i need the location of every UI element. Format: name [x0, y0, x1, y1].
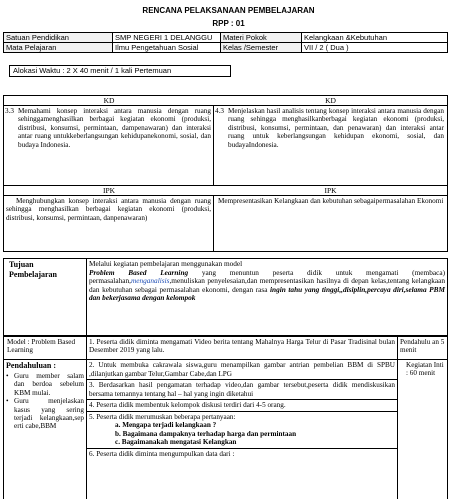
pendahuluan-bullet-2-text: Guru menjelaskan kasus yang sering terjadi kelangkaan,sep erti cabe,BBM — [14, 397, 84, 431]
step-2: 2. Untuk membuka cakrawala siswa,guru menampilkan gambar antrian pembelian BBM di SPBU ,dilanjutkan gambar Telur,Gambar Cabe,dan LPG — [89, 361, 395, 378]
steps-list — [89, 361, 395, 458]
pendahuluan-time-cell — [397, 336, 448, 360]
kd-header-left: KD — [103, 96, 115, 105]
kd-left-number: 3.3 — [5, 107, 14, 115]
pendahuluan-cell — [3, 359, 87, 499]
tujuan-label-1: Tujuan — [9, 260, 34, 269]
model-label-cell — [3, 336, 87, 360]
step-1: 1. Peserta didik diminta mengamati Video berita tentang Mahalnya Harga Telur di Pasar Tradisinal bulan Desember 2019 yang lalu. — [89, 338, 395, 355]
satuan-value: SMP NEGERI 1 DELANGGU — [112, 32, 221, 43]
ipk-right-text: Mempresentasikan Kelangkaan dan kebutuhan sebagaipermasalahan Ekonomi — [218, 197, 444, 205]
mapel-value: Ilmu Pengetahuan Sosial — [112, 42, 221, 53]
tujuan-label-2: Pembelajaran — [9, 270, 57, 279]
tujuan-text-cell — [86, 258, 448, 336]
tujuan-label-cell — [3, 258, 87, 336]
alokasi-waktu — [9, 65, 231, 77]
ipk-header-right: IPK — [324, 186, 337, 195]
kegiatan-time-cell — [397, 359, 448, 499]
materi-value: Kelangkaan &Kebutuhan — [301, 32, 448, 43]
steps-cell — [86, 359, 398, 499]
kd-left-cell — [3, 105, 214, 186]
pendahuluan-bullet-2: • Guru menjelaskan kasus yang sering terjadi kelangkaan,sep erti cabe,BBM — [6, 397, 84, 431]
step-6: 6. Peserta didik diminta mengumpulkan data dari : — [87, 448, 397, 459]
kelas-value: VII / 2 ( Dua ) — [301, 42, 448, 53]
kelas-label: Kelas /Semester — [220, 42, 302, 53]
ipk-right-cell — [213, 195, 448, 252]
rpp-number: RPP : 01 — [212, 19, 245, 28]
tujuan-bold-tail: ingin tahu yang tinggi,,disiplin,percaya diri,selama PBM dan bekerjasama dengan kelompok — [89, 284, 445, 303]
kd-header-right: KD — [325, 96, 336, 105]
kegiatan-time: Kegiatan Inti : 60 menit — [406, 361, 444, 378]
mapel-label: Mata Pelajaran — [3, 42, 113, 53]
materi-label: Materi Pokok — [220, 32, 302, 43]
tujuan-text — [89, 260, 445, 303]
ipk-left-text: Menghubungkan konsep interaksi antara manusia dengan ruang sehingga menghasilkan berbagai kegiatan ekonomi (produksi, distribusi, konsumsi, permintaan, danpenawaran) — [6, 197, 211, 222]
pendahuluan-label: Pendahuluan : — [6, 361, 57, 370]
step-3: 3. Berdasarkan hasil pengamatan terhadap video,dan gambar tersebut,peserta didik mendiskusikan bersama temannya tentang hal – hal yang ingin diketahui — [89, 381, 395, 398]
tujuan-model: Problem Based Learning — [89, 267, 189, 277]
tujuan-line2c: , dengan rasa — [227, 284, 271, 294]
kd-right-cell — [213, 105, 448, 186]
pendahuluan-time: Pendahulu an 5 menit — [400, 338, 445, 355]
model-label: Model : Problem Based Learning — [7, 338, 76, 355]
step-5: 5. Peserta didik merumuskan beberapa pertanyaan: — [87, 411, 397, 422]
tujuan-line1: Melalui kegiatan pembelajaran menggunakan model — [89, 259, 243, 268]
ipk-left-cell — [3, 195, 214, 252]
tujuan-menganalisis: menganalisis — [130, 276, 170, 286]
question-a: a. Mengapa terjadi kelangkaan ? — [115, 421, 217, 429]
pendahuluan-list — [6, 372, 84, 431]
tujuan-line2a: yang menuntun peserta didik untuk mengamati (membaca) permasalahan, — [89, 267, 445, 286]
ipk-header-left: IPK — [102, 186, 116, 195]
satuan-label: Satuan Pendidikan — [3, 32, 113, 43]
kd-right-text: Menjelaskan hasil analisis tentang konsep interaksi antara manusia dengan ruang sehingga menghasilkanberbagai kegiatan ekonomi (produksi, distribusi, konsumsi, permintaan, dan penawaran) dan interaksi antar ruang untuk keberlangsungan kehidupan ekonomi, sosial, dan budayaIndonesia. — [228, 107, 444, 149]
step-4: 4. Peserta didik membentuk kelompok diskusi terdiri dari 4-5 orang. — [87, 399, 397, 410]
tujuan-line2b: ,menuliskan penyelesaian,dan mempresentasikan hasilnya di depan kelas,tentang kelangkaan dan kebutuhan sebagai permasalahan ekonomi — [89, 276, 445, 294]
question-c: c. Bagaimanakah mengatasi Kelangkan — [115, 438, 237, 446]
model-step-cell — [86, 336, 398, 360]
alokasi-text: Alokasi Waktu : 2 X 40 menit / 1 kali Pertemuan — [13, 66, 172, 75]
document-title: RENCANA PELAKSANAAN PEMBELAJARAN — [142, 6, 315, 15]
pendahuluan-bullet-1-text: Guru member salam dan berdoa sebelum KBM mulai. — [14, 372, 84, 397]
kd-right-number: 4.3 — [215, 107, 224, 115]
pendahuluan-bullet-1: • Guru member salam dan berdoa sebelum KBM mulai. — [6, 372, 84, 397]
question-b: b. Bagaimana dampaknya terhadap harga dan permintaan — [115, 429, 297, 438]
kd-left-text: Memahami konsep interaksi antara manusia dengan ruang sehinggamenghasilkan berbagai kegiatan ekonomi (produksi, distribusi, konsumsi, permintaan, dampenawaran) dan interaksi antar ruang untukkeberlangsungan kehidupanekonomi, sosial, dan budaya Indonesia. — [18, 107, 211, 149]
